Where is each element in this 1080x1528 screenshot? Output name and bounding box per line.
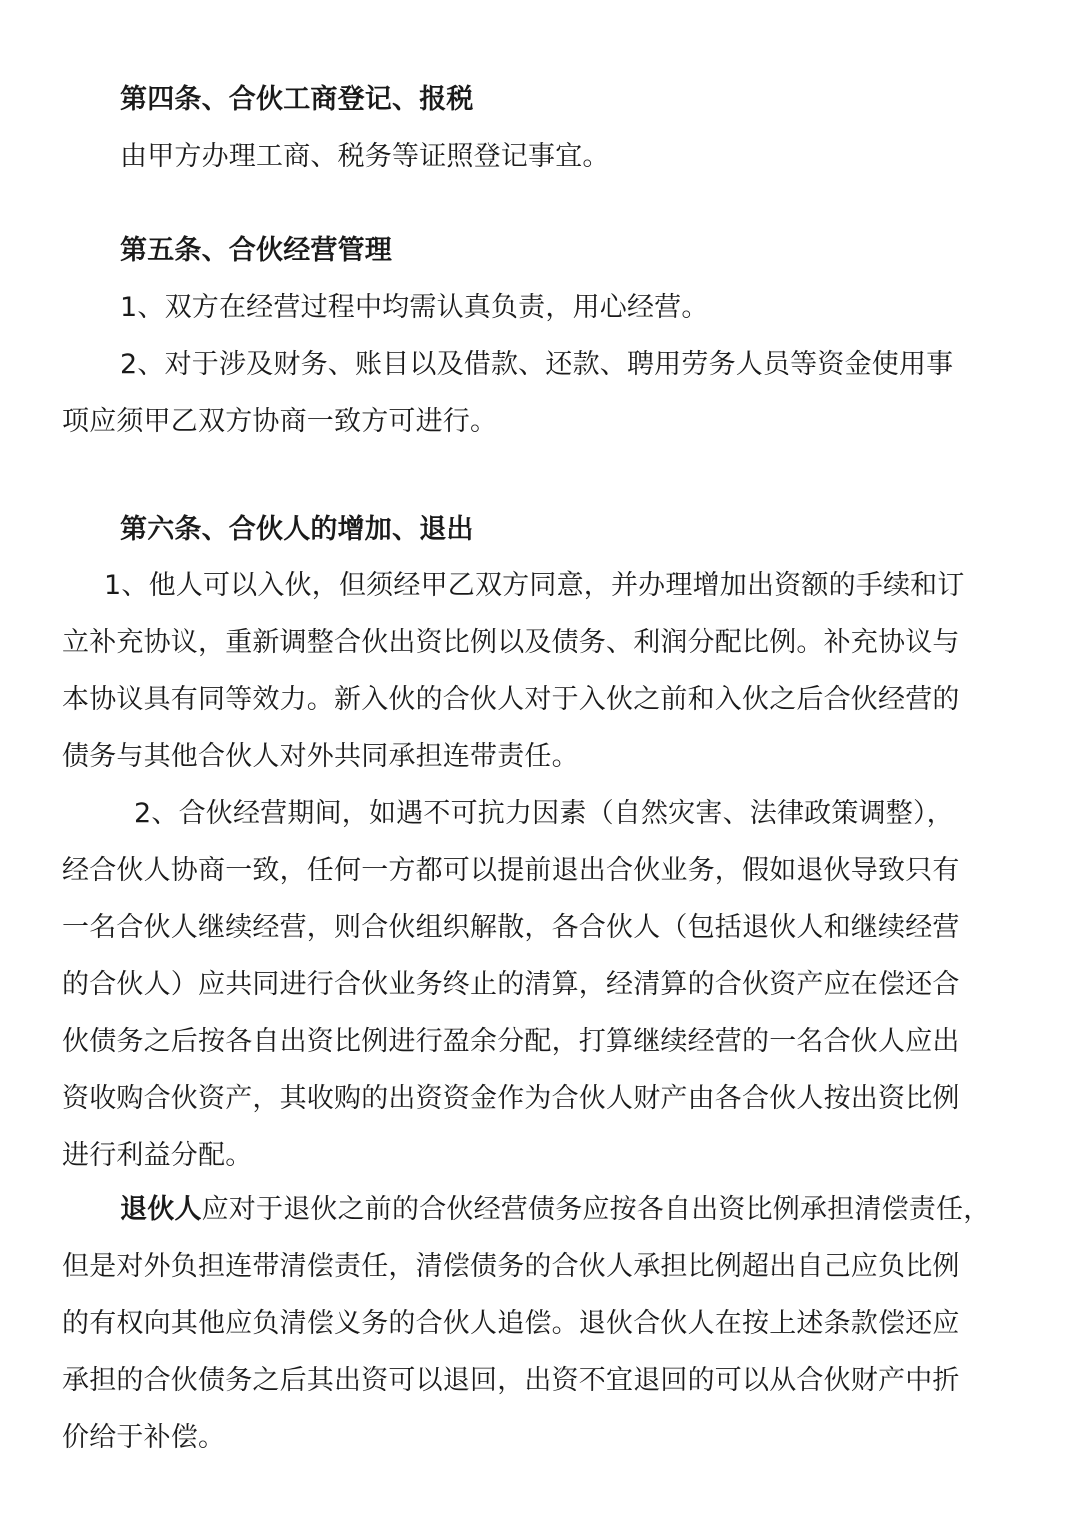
withdraw-lead: 退伙人 — [120, 1194, 202, 1225]
withdraw-paragraph-line-3: 的有权向其他应负清偿义务的合伙人追偿。退伙合伙人在按上述条款偿还应 — [62, 1308, 960, 1339]
withdraw-paragraph-line-5: 价给于补偿。 — [62, 1422, 226, 1453]
withdraw-paragraph-line-4: 承担的合伙债务之后其出资可以退回，出资不宜退回的可以从合伙财产中折 — [62, 1365, 960, 1396]
section-6-line-7: 一名合伙人继续经营，则合伙组织解散，各合伙人（包括退伙人和继续经营 — [62, 912, 960, 943]
section-6-line-11: 进行利益分配。 — [62, 1140, 253, 1171]
section-6-line-4: 债务与其他合伙人对外共同承担连带责任。 — [62, 741, 579, 772]
section-5-line-1: 1、双方在经营过程中均需认真负责，用心经营。 — [120, 292, 709, 323]
section-4-heading: 第四条、合伙工商登记、报税 — [120, 84, 474, 115]
withdraw-paragraph-line-2: 但是对外负担连带清偿责任，清偿债务的合伙人承担比例超出自己应负比例 — [62, 1251, 960, 1282]
section-5-line-2: 2、对于涉及财务、账目以及借款、还款、聘用劳务人员等资金使用事 — [120, 349, 954, 380]
section-4-line-1: 由甲方办理工商、税务等证照登记事宜。 — [120, 141, 610, 172]
section-5-line-3: 项应须甲乙双方协商一致方可进行。 — [62, 406, 498, 437]
section-6-line-10: 资收购合伙资产，其收购的出资资金作为合伙人财产由各合伙人按出资比例 — [62, 1083, 960, 1114]
withdraw-line-1-text: 应对于退伙之前的合伙经营债务应按各自出资比例承担清偿责任， — [201, 1194, 991, 1225]
section-6-line-3: 本协议具有同等效力。新入伙的合伙人对于入伙之前和入伙之后合伙经营的 — [62, 684, 960, 715]
section-6-line-6: 经合伙人协商一致，任何一方都可以提前退出合伙业务，假如退伙导致只有 — [62, 855, 960, 886]
section-6-line-2: 立补充协议，重新调整合伙出资比例以及债务、利润分配比例。补充协议与 — [62, 627, 960, 658]
section-6-line-5: 2、合伙经营期间，如遇不可抗力因素（自然灾害、法律政策调整）， — [134, 798, 954, 829]
withdraw-paragraph-line-1 — [120, 1190, 1080, 1230]
section-5-heading: 第五条、合伙经营管理 — [120, 235, 392, 266]
section-6-heading: 第六条、合伙人的增加、退出 — [120, 514, 474, 545]
section-6-line-1: 1、他人可以入伙，但须经甲乙双方同意，并办理增加出资额的手续和订 — [104, 570, 965, 601]
section-6-line-9: 伙债务之后按各自出资比例进行盈余分配，打算继续经营的一名合伙人应出 — [62, 1026, 960, 1057]
section-6-line-8: 的合伙人）应共同进行合伙业务终止的清算，经清算的合伙资产应在偿还合 — [62, 969, 960, 1000]
